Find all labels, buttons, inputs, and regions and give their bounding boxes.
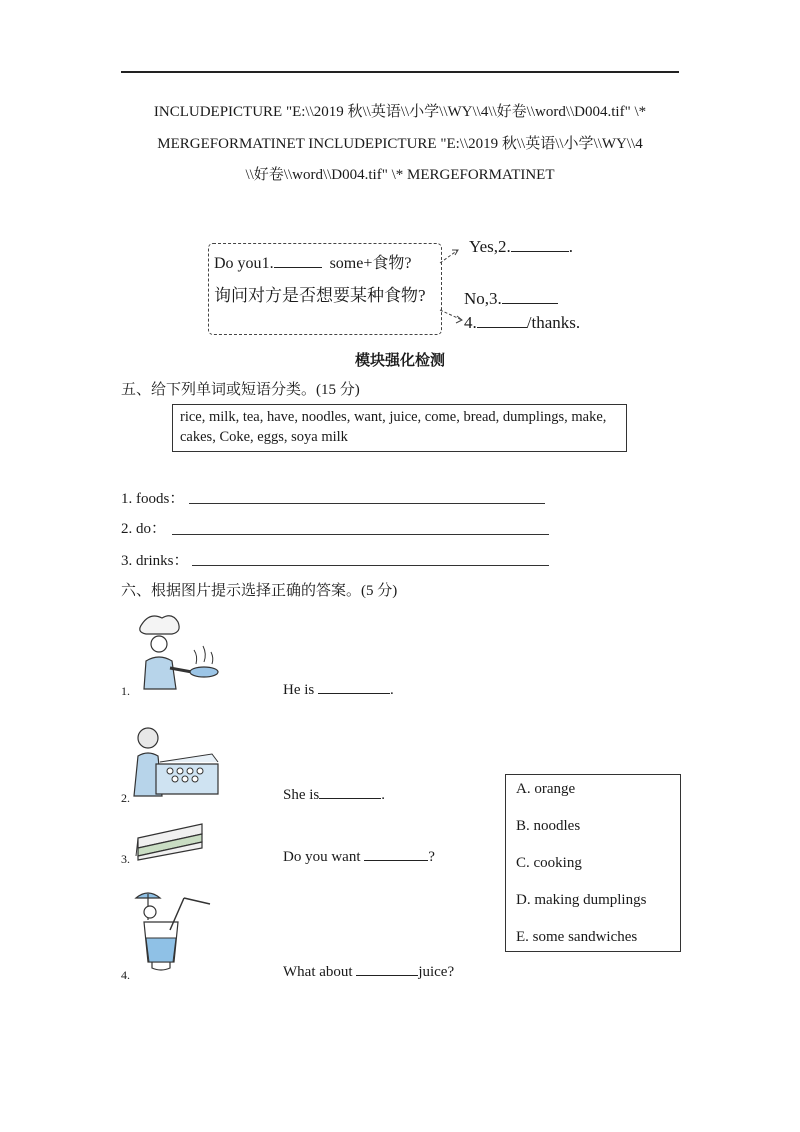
no-num: 3. [489, 289, 502, 308]
item-2-blank[interactable] [319, 798, 381, 799]
yes-num: 2. [498, 237, 511, 256]
option-b[interactable]: B. noodles [516, 818, 581, 834]
question-num: 1. [261, 255, 274, 272]
item-2-sentence [283, 787, 385, 804]
item-3-after: ? [428, 849, 435, 865]
item-2-before: She is [283, 787, 320, 803]
no-prefix: No, [464, 289, 490, 308]
question-prefix: Do you [214, 255, 262, 272]
thanks-num: 4. [464, 313, 477, 332]
arrow-down-line [440, 310, 462, 320]
field-code-line-2: MERGEFORMATINET INCLUDEPICTURE "E:\\2019 秋\\英语\\小学\\WY\\4 [157, 136, 643, 152]
item-3-sentence [283, 849, 435, 866]
item-4-after: juice? [418, 964, 455, 980]
yes-prefix: Yes, [469, 237, 498, 256]
thanks-suffix: /thanks. [526, 313, 581, 332]
item-4-blank[interactable] [356, 975, 418, 976]
arrow-down-head [456, 316, 462, 323]
category-drinks [121, 549, 189, 570]
question-suffix: some+食物? [329, 255, 412, 272]
item-3-before: Do you want [283, 849, 365, 865]
section-5-title: 五、给下列单词或短语分类。(15 分) [121, 382, 360, 398]
item-4-num: 4. [121, 968, 130, 982]
category-foods-label: 1. foods： [121, 491, 185, 507]
item-4-before: What about [283, 964, 357, 980]
option-a[interactable]: A. orange [516, 781, 576, 797]
answer-no [464, 289, 558, 309]
category-foods-line[interactable] [189, 503, 545, 504]
blank-4[interactable] [477, 327, 527, 328]
blank-3[interactable] [502, 303, 558, 304]
page-heading: 模块强化检测 [354, 351, 445, 369]
sandwich-icon [134, 820, 209, 860]
item-3-num: 3. [121, 852, 130, 866]
section-6-title: 六、根据图片提示选择正确的答案。(5 分) [121, 583, 398, 599]
woman-baking-icon [130, 724, 225, 799]
field-code-line-1: INCLUDEPICTURE "E:\\2019 秋\\英语\\小学\\WY\\4\\好卷\\word\\D004.tif" \* [153, 104, 647, 120]
option-e[interactable]: E. some sandwiches [516, 929, 638, 945]
category-drinks-label: 3. drinks： [121, 553, 189, 569]
item-1-after: . [390, 682, 394, 698]
blank-2[interactable] [511, 251, 569, 252]
item-4-sentence [283, 964, 454, 981]
option-d[interactable]: D. making dumplings [516, 892, 647, 908]
answer-yes [469, 237, 573, 257]
item-1-before: He is [283, 682, 318, 698]
item-1-sentence [283, 682, 394, 699]
category-do [121, 517, 166, 538]
item-1-blank[interactable] [318, 693, 390, 694]
category-do-line[interactable] [172, 534, 549, 535]
category-drinks-line[interactable] [192, 565, 549, 566]
arrow-up-line [440, 250, 458, 263]
item-2-num: 2. [121, 791, 130, 805]
item-1-num: 1. [121, 684, 130, 698]
item-2-after: . [381, 787, 386, 803]
category-foods [121, 487, 184, 508]
category-do-label: 2. do： [121, 521, 167, 537]
answer-thanks [464, 313, 580, 333]
question-description: 询问对方是否想要某种食物? [214, 286, 426, 305]
item-3-blank[interactable] [364, 860, 428, 861]
juice-glass-icon [130, 890, 215, 975]
field-code-line-3: \\好卷\\word\\D004.tif" \* MERGEFORMATINET [245, 167, 555, 183]
option-c[interactable]: C. cooking [516, 855, 582, 871]
chef-cooking-icon [132, 614, 227, 689]
word-bank-box: rice, milk, tea, have, noodles, want, juice, come, bread, dumplings, make, cakes, Coke, eggs, soya milk [172, 404, 627, 452]
yes-end: . [568, 237, 573, 256]
